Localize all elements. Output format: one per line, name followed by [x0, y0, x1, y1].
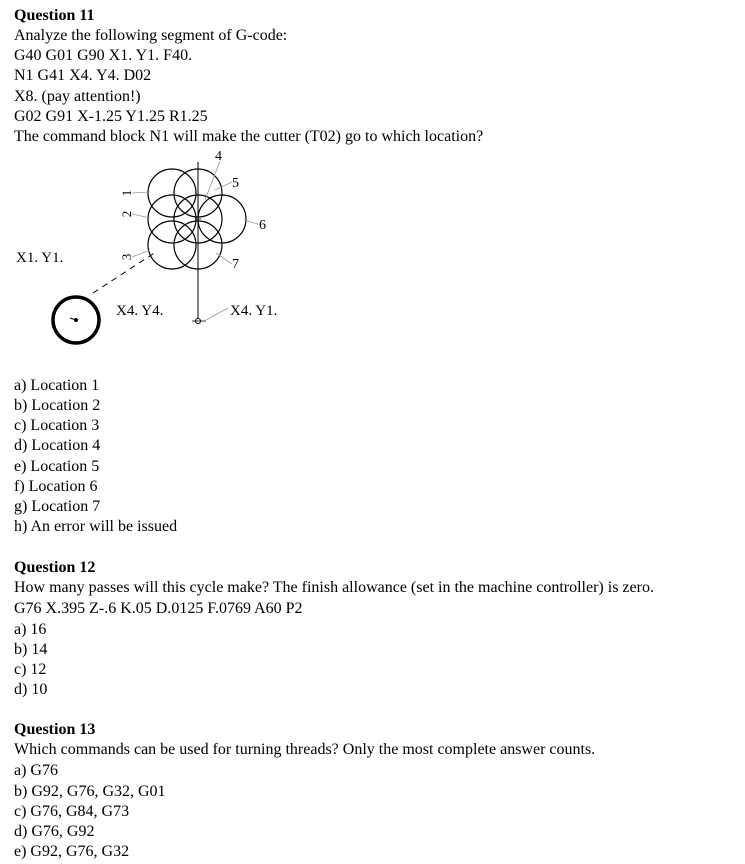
q11-option-e[interactable]: e) Location 5 [14, 458, 100, 475]
coord-start-label: X1. Y1. [16, 250, 64, 266]
point-x4y1-marker [192, 319, 206, 324]
coord-x4y4-label: X4. Y4. [116, 303, 164, 319]
q11-option-c[interactable]: c) Location 3 [14, 417, 100, 434]
label-location-3: 3 [118, 253, 134, 261]
q13-question: Which commands can be used for turning threads? Only the most complete answer counts. [14, 741, 596, 758]
label-location-4: 4 [215, 149, 222, 164]
q11-code-line-3: X8. (pay attention!) [14, 88, 141, 105]
circle-location-1 [148, 169, 196, 217]
q11-option-b[interactable]: b) Location 2 [14, 397, 101, 414]
q12-option-b[interactable]: b) 14 [14, 641, 48, 658]
q12-option-a[interactable]: a) 16 [14, 621, 47, 638]
q12-option-c[interactable]: c) 12 [14, 661, 47, 678]
q11-option-h[interactable]: h) An error will be issued [14, 518, 178, 535]
q11-code-line-4: G02 G91 X-1.25 Y1.25 R1.25 [14, 108, 208, 125]
q12-code: G76 X.395 Z-.6 K.05 D.0125 F.0769 A60 P2 [14, 600, 303, 617]
q11-option-g[interactable]: g) Location 7 [14, 498, 101, 515]
toolpath-diagram [0, 140, 320, 350]
coord-x4y1-label: X4. Y1. [230, 303, 278, 319]
q11-question: The command block N1 will make the cutter (T02) go to which location? [14, 128, 484, 145]
label-location-2: 2 [118, 210, 134, 218]
q12-title: Question 12 [14, 559, 96, 576]
label-location-6: 6 [259, 218, 266, 233]
q11-option-d[interactable]: d) Location 4 [14, 437, 101, 454]
circle-location-3 [148, 221, 196, 269]
q13-option-c[interactable]: c) G76, G84, G73 [14, 803, 130, 820]
q11-title: Question 11 [14, 7, 95, 24]
circle-location-2 [148, 195, 196, 243]
q13-option-e[interactable]: e) G92, G76, G32 [14, 843, 130, 860]
q11-option-f[interactable]: f) Location 6 [14, 478, 98, 495]
q11-intro: Analyze the following segment of G-code: [14, 27, 288, 44]
label-location-5: 5 [232, 176, 239, 191]
q13-option-b[interactable]: b) G92, G76, G32, G01 [14, 783, 166, 800]
q13-title: Question 13 [14, 721, 96, 738]
q12-question: How many passes will this cycle make? The finish allowance (set in the machine controller) is zero. [14, 579, 654, 596]
q11-option-a[interactable]: a) Location 1 [14, 377, 100, 394]
q12-option-d[interactable]: d) 10 [14, 681, 48, 698]
q13-option-d[interactable]: d) G76, G92 [14, 823, 95, 840]
label-location-1: 1 [118, 189, 134, 197]
q13-option-a[interactable]: a) G76 [14, 762, 58, 779]
label-location-7: 7 [232, 257, 239, 272]
cutter-icon [53, 297, 99, 343]
q11-code-line-2: N1 G41 X4. Y4. D02 [14, 67, 152, 84]
q11-code-line-1: G40 G01 G90 X1. Y1. F40. [14, 47, 193, 64]
